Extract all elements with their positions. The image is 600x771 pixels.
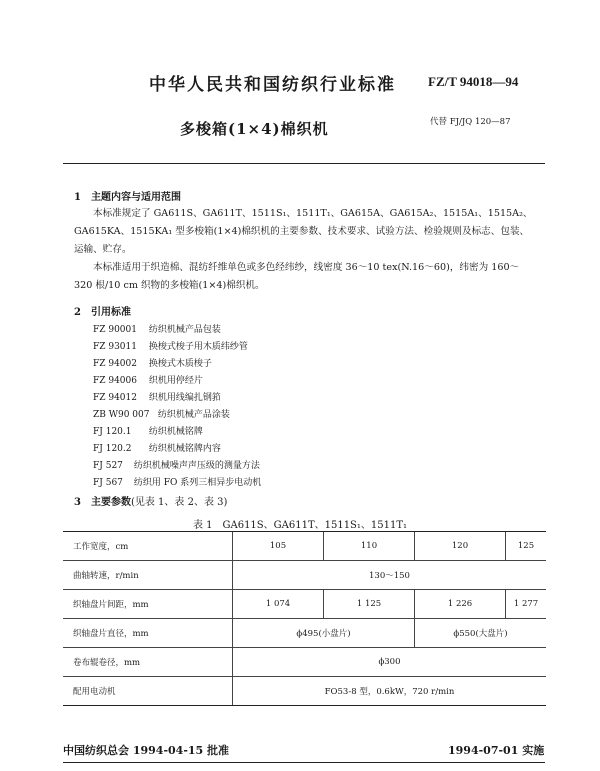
header-rule [63,163,545,164]
table-row [63,590,546,619]
section-3-title: 3 主要参数 [74,497,131,508]
table-cell: 1 277 [506,590,547,619]
row-label: 卷布辊卷径，mm [63,648,233,677]
row-label: 织轴盘片间距，mm [63,590,233,619]
ref-item [93,441,221,454]
ref-title: 换梭式梭子用木质纬纱管 [148,342,248,352]
table-cell: 110 [324,532,415,561]
table-cell: 125 [506,532,547,561]
table-cell: 105 [233,532,324,561]
ref-code: FZ 93011 [93,342,137,352]
issuing-body-title: 中华人民共和国纺织行业标准 [149,75,396,95]
footer-rule [63,762,545,763]
ref-item [93,475,261,488]
section-3-note: (见表 1、表 2、表 3) [130,497,228,508]
ref-code: FJ 120.1 [93,427,132,437]
section-1-heading: 1 主题内容与适用范围 [74,192,181,203]
ref-code: FJ 567 [93,478,123,488]
section-2-heading: 2 引用标准 [74,307,131,318]
table-cell: 1 074 [233,590,324,619]
table-cell: 1 125 [324,590,415,619]
row-label: 曲轴转速，r/min [63,561,233,590]
ref-title: 纺织机械产品包装 [148,325,221,335]
table-cell: 120 [415,532,506,561]
table-row [63,677,546,706]
section-1-body [74,205,546,295]
ref-title: 纺织机械铭牌内容 [148,444,221,454]
ref-title: 纺织机械产品涂装 [157,410,230,420]
ref-code: FJ 120.2 [93,444,132,454]
para1-line1: 本标准规定了 GA611S、GA611T、1511S₁、1511T₁、GA615A、GA615A₂、1515A₁、1515A₂、 [93,208,533,219]
ref-item [93,390,221,403]
table-cell: ϕ550(大盘片) [415,619,547,648]
ref-code: FZ 94006 [93,376,137,386]
para2-line1: 本标准适用于织造棉、混纺纤维单色或多色经纬纱，线密度 36～10 tex(N.16～60)，纬密为 160～ [93,262,520,273]
table-cell: 1 226 [415,590,506,619]
ref-code: FJ 527 [93,461,123,471]
standard-code: FZ/T 94018—94 [428,74,519,89]
table-row [63,648,546,677]
ref-code: ZB W90 007 [93,410,150,420]
table-row [63,561,546,590]
ref-code: FZ 94012 [93,393,137,403]
ref-item [93,373,203,386]
ref-code: FZ 90001 [93,325,137,335]
row-label: 织轴盘片直径，mm [63,619,233,648]
ref-title: 纺织机械铭牌 [148,427,203,437]
ref-item [93,424,203,437]
ref-title: 织机用停经片 [148,376,203,386]
ref-title: 织机用线编扎钢筘 [148,393,221,403]
ref-code: FZ 94002 [93,359,137,369]
table-cell: 130～150 [233,561,547,590]
row-label: 配用电动机 [63,677,233,706]
table-1-caption: 表 1 GA611S、GA611T、1511S₁、1511T₁ [192,520,408,531]
para2-line2: 320 根/10 cm 织物的多梭箱(1×4)棉织机。 [74,280,265,291]
section-3-heading [74,493,227,508]
ref-item [93,458,260,471]
approval-date: 中国纺织总会 1994-04-15 批准 [63,744,230,757]
ref-title: 纺织机械噪声声压级的测量方法 [133,461,260,471]
ref-item [93,339,248,352]
para1-line2: GA615KA、1515KA₁ 型多梭箱(1×4)棉织机的主要参数、技术要求、试验方法、检验规则及标志、包装、 [74,226,530,237]
table-row [63,532,546,561]
table-cell: FO53-8 型，0.6kW，720 r/min [233,677,547,706]
ref-item [93,356,212,369]
para1-line3: 运输、贮存。 [74,244,132,255]
ref-title: 纺织用 FO 系列三相异步电动机 [133,478,262,488]
ref-item [93,322,221,335]
replaces-note: 代替 FJ/JQ 120—87 [430,117,511,127]
row-label: 工作宽度，cm [63,532,233,561]
table-1 [63,531,546,706]
table-row [63,619,546,648]
table-cell: ϕ495(小盘片) [233,619,415,648]
table-cell: ϕ300 [233,648,547,677]
document-title: 多梭箱(1×4)棉织机 [180,120,329,138]
ref-item [93,407,230,420]
effective-date: 1994-07-01 实施 [448,744,545,757]
ref-title: 换梭式木质梭子 [148,359,212,369]
